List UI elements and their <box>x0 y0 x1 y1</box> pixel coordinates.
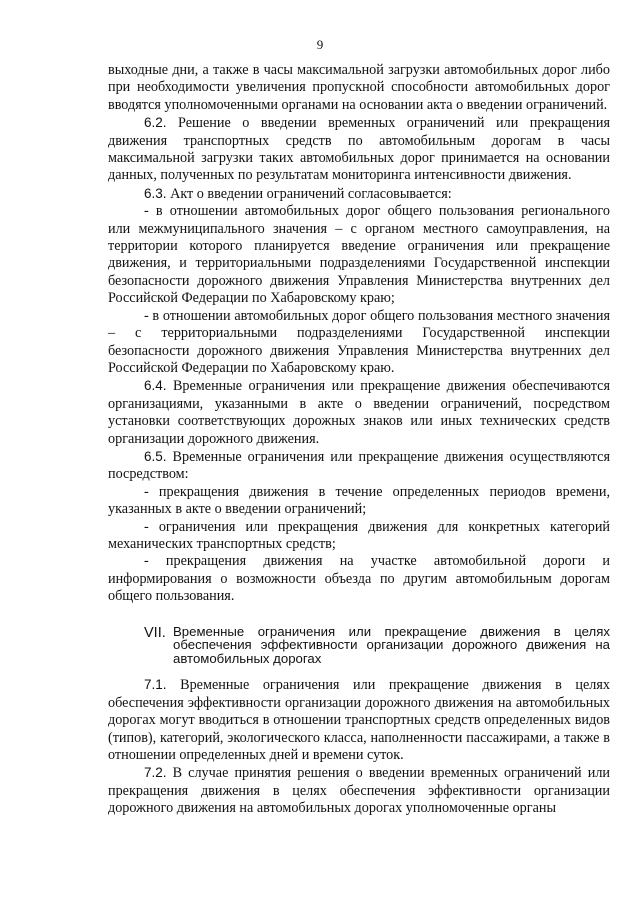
paragraph <box>108 185 610 203</box>
paragraph <box>108 62 610 114</box>
paragraph <box>108 203 610 307</box>
paragraph-text: - прекращения движения на участке автомобильной дороги и информирования о возможности объезда по другим автомобильным дорогам общего пользования. <box>108 553 610 605</box>
paragraph-number: 6.2. <box>144 115 167 131</box>
paragraph-text: Временные ограничения или прекращение движения в целях обеспечения эффективности организации дорожного движения на автомобильных дорогах могут вводиться в отношении транспортных средств определенных видов (типов), категорий, экологического класса, наполненности пассажирами, а также в отношении определенных дней и времени суток. <box>108 677 610 763</box>
paragraph <box>108 519 610 554</box>
section-title: Временные ограничения или прекращение движения в целях обеспечения эффективности организации дорожного движения на автомобильных дорогах <box>173 623 610 666</box>
section-heading <box>108 625 610 666</box>
paragraphs-before-section <box>108 62 610 606</box>
paragraph-text: - ограничения или прекращения движения для конкретных категорий механических транспортных средств; <box>108 518 610 552</box>
paragraph-number: 7.2. <box>144 765 167 781</box>
paragraph <box>108 114 610 185</box>
paragraph-text: Временные ограничения или прекращение движения осуществляются посредством: <box>108 448 610 483</box>
paragraph-text: - прекращения движения в течение определенных периодов времени, указанных в акте о введении ограничений; <box>108 483 610 518</box>
paragraph-text: Решение о введении временных ограничений или прекращения движения транспортных средств по автомобильным дорогам в часы максимальной загрузки таких автомобильных дорог принимается на основании данных, полученных по результатам мониторинга интенсивности движения. <box>108 115 610 184</box>
paragraph <box>108 377 610 448</box>
paragraph <box>108 676 610 764</box>
paragraph-text: - в отношении автомобильных дорог общего пользования регионального или межмуниципального значения – с органом местного самоуправления, на территории которого планируется введение ограничения или прекращение движения, и территориальными подразделениями Государственной инспекции безопасности дорожного движения Управления Министерства внутренних дел Российской Федерации по Хабаровскому краю; <box>108 203 610 307</box>
page-number: 9 <box>316 37 324 52</box>
paragraph-text: Временные ограничения или прекращение движения обеспечиваются организациями, указанными в акте о введении ограничений, посредством установки соответствующих дорожных знаков или иных технических средств организации дорожного движения. <box>108 378 610 447</box>
document-body <box>108 62 610 818</box>
paragraph-text: выходные дни, а также в часы максимальной загрузки автомобильных дорог либо при необходимости увеличения пропускной способности автомобильных дорог вводятся уполномоченными органами на основании акта о введении ограничений. <box>108 62 610 113</box>
section-number: VII. <box>144 624 166 641</box>
paragraph-number: 6.4. <box>144 378 167 394</box>
paragraph <box>108 553 610 605</box>
paragraph-text: В случае принятия решения о введении временных ограничений или прекращения движения в целях обеспечения эффективности организации дорожного движения на автомобильных дорогах уполномоченные органы <box>108 765 610 817</box>
paragraph-number: 7.1. <box>144 677 167 693</box>
paragraph-number: 6.3. <box>144 185 167 201</box>
paragraphs-after-section <box>108 676 610 817</box>
paragraph-text: Акт о введении ограничений согласовывается: <box>166 185 452 202</box>
paragraph <box>108 484 610 519</box>
paragraph <box>108 764 610 817</box>
paragraph-text: - в отношении автомобильных дорог общего пользования местного значения – с территориальными подразделениями Государственной инспекции безопасности дорожного движения Управления Министерства внутренних дел Российской Федерации по Хабаровскому краю. <box>108 307 610 376</box>
paragraph-number: 6.5. <box>144 448 167 464</box>
paragraph <box>108 448 610 484</box>
paragraph <box>108 308 610 378</box>
